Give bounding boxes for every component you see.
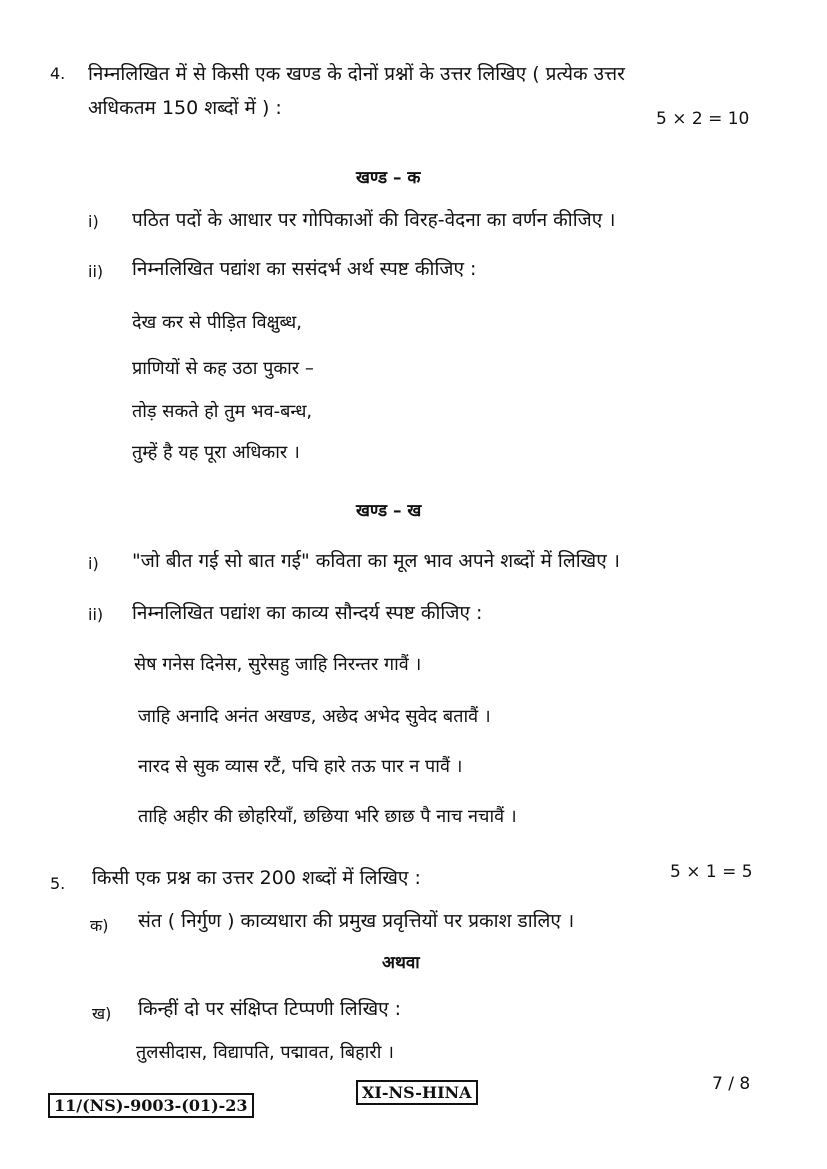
sub-question-text: निम्नलिखित पद्यांश का काव्य सौन्दर्य स्पष्ट कीजिए : (132, 602, 483, 624)
sub-question-number: ii) (88, 605, 104, 624)
section-heading: खण्ड – ख (356, 501, 422, 521)
sub-question-number: ii) (88, 262, 104, 281)
marks-allocation: 5 × 1 = 5 (670, 862, 753, 882)
option-label: ख) (92, 1004, 112, 1023)
question-number: 5. (50, 874, 66, 893)
verse-line: जाहि अनादि अनंत अखण्ड, अछेद अभेद सुवेद बतावैं । (138, 706, 491, 727)
sub-question-number: i) (88, 554, 99, 573)
sub-question-number: i) (88, 212, 99, 231)
section-heading: खण्ड – क (356, 168, 421, 188)
option-label: क) (90, 916, 109, 935)
or-separator: अथवा (382, 953, 420, 973)
verse-line: तोड़ सकते हो तुम भव-बन्ध, (132, 401, 313, 422)
option-text: संत ( निर्गुण ) काव्यधारा की प्रमुख प्रवृत्तियों पर प्रकाश डालिए । (138, 910, 575, 932)
paper-code: 11/(NS)-9003-(01)-23 (48, 1093, 254, 1118)
sub-question-text: पठित पदों के आधार पर गोपिकाओं की विरह-वेदना का वर्णन कीजिए । (132, 209, 616, 231)
question-number: 4. (50, 64, 66, 83)
page-number: 7 / 8 (712, 1074, 751, 1094)
series-code: XI-NS-HINA (356, 1080, 478, 1105)
marks-allocation: 5 × 2 = 10 (656, 109, 750, 129)
verse-line: प्राणियों से कह उठा पुकार – (132, 358, 314, 379)
verse-line: तुम्हें है यह पूरा अधिकार । (132, 442, 300, 463)
question-text-continued: अधिकतम 150 शब्दों में ) : (88, 97, 282, 119)
topic-list: तुलसीदास, विद्यापति, पद्मावत, बिहारी । (136, 1042, 394, 1063)
option-text: किन्हीं दो पर संक्षिप्त टिप्पणी लिखिए : (138, 998, 402, 1020)
question-text: किसी एक प्रश्न का उत्तर 200 शब्दों में लिखिए : (92, 867, 421, 889)
verse-line: सेष गनेस दिनेस, सुरेसहु जाहि निरन्तर गावैं । (134, 654, 422, 675)
verse-line: देख कर से पीड़ित विक्षुब्ध, (132, 312, 302, 333)
verse-line: ताहि अहीर की छोहरियाँ, छछिया भरि छाछ पै नाच नचावैं । (138, 806, 517, 827)
verse-line: नारद से सुक व्यास रटैं, पचि हारे तऊ पार न पावैं । (138, 756, 463, 777)
question-text: निम्नलिखित में से किसी एक खण्ड के दोनों प्रश्नों के उत्तर लिखिए ( प्रत्येक उत्तर (88, 63, 625, 85)
sub-question-text: "जो बीत गई सो बात गई" कविता का मूल भाव अपने शब्दों में लिखिए । (132, 550, 620, 572)
sub-question-text: निम्नलिखित पद्यांश का ससंदर्भ अर्थ स्पष्ट कीजिए : (132, 258, 477, 280)
